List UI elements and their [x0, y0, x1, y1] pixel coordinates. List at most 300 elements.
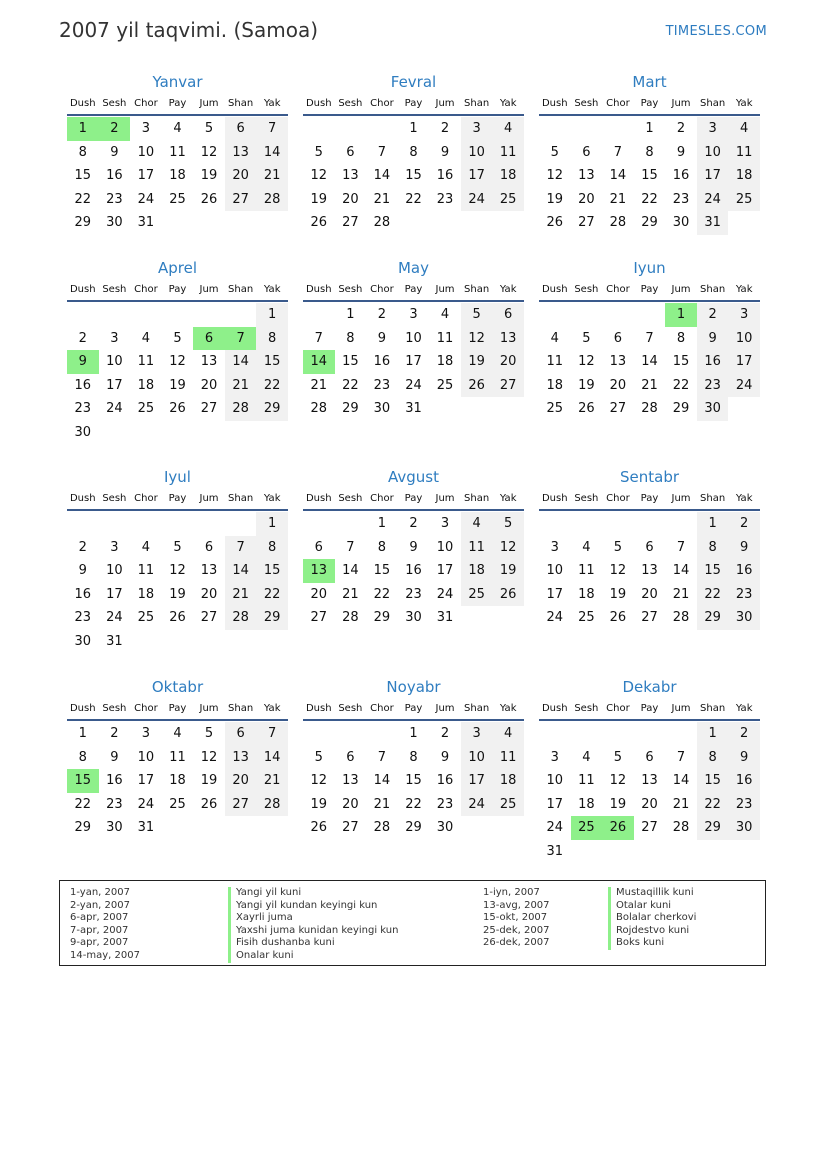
holiday-day-cell: 1 [665, 303, 697, 327]
day-cell: 8 [256, 536, 288, 560]
day-cell: 8 [409, 144, 418, 160]
day-cell: 30 [728, 816, 760, 840]
legend-date: 14-may, 2007 [70, 949, 140, 961]
day-cell: 17 [546, 796, 564, 812]
empty-cell [571, 303, 603, 327]
day-cell: 22 [342, 377, 359, 393]
month-dekabr [539, 677, 760, 863]
day-cell: 8 [377, 539, 387, 555]
weekday-label: Jum [671, 98, 691, 109]
day-cell: 28 [641, 401, 658, 416]
weekday-label: Yak [735, 284, 753, 295]
day-cell: 23 [373, 377, 391, 393]
days-grid [539, 512, 760, 630]
weekday-label: Jum [671, 284, 691, 295]
empty-cell [602, 722, 634, 746]
day-cell: 31 [137, 820, 155, 835]
day-cell: 24 [106, 610, 123, 625]
day-cell: 19 [461, 350, 493, 374]
day-cell: 11 [461, 536, 493, 560]
day-cell: 29 [256, 397, 288, 421]
day-cell: 28 [672, 610, 690, 625]
weekday-label: Pay [168, 284, 187, 295]
legend-holiday-name: Rojdestvo kuni [608, 925, 696, 938]
day-cell: 12 [609, 773, 627, 788]
day-cell: 10 [461, 746, 493, 770]
day-cell: 6 [645, 749, 654, 765]
day-cell: 15 [256, 559, 288, 583]
day-cell: 29 [405, 820, 422, 835]
empty-cell [571, 722, 603, 746]
month-name: Mart [632, 73, 667, 91]
day-cell: 25 [137, 610, 155, 625]
day-cell: 5 [314, 749, 323, 765]
day-cell: 2 [676, 121, 686, 136]
day-cell: 13 [641, 563, 658, 578]
weekday-label: Dush [541, 703, 568, 714]
day-cell: 4 [492, 722, 524, 746]
weekday-label: Chor [134, 98, 158, 109]
day-cell: 25 [728, 188, 760, 212]
days-grid [303, 722, 524, 840]
month-name: Noyabr [386, 678, 441, 696]
day-cell: 11 [169, 749, 186, 765]
day-cell: 18 [137, 377, 155, 393]
holiday-day-cell: 14 [303, 350, 335, 374]
weekday-label: Shan [700, 493, 726, 504]
weekday-header [303, 701, 524, 721]
weekday-label: Dush [69, 493, 96, 504]
month-name: Iyul [164, 468, 191, 486]
empty-cell [602, 512, 634, 536]
day-cell: 19 [492, 559, 524, 583]
day-cell: 20 [200, 377, 218, 393]
day-cell: 28 [225, 397, 257, 421]
day-cell: 10 [546, 563, 564, 578]
days-grid [67, 117, 288, 235]
day-cell: 22 [74, 796, 92, 812]
day-cell: 23 [74, 401, 92, 416]
day-cell: 21 [672, 586, 690, 602]
day-cell: 14 [256, 141, 288, 165]
day-cell: 19 [310, 796, 328, 812]
day-cell: 13 [200, 563, 218, 578]
weekday-header [67, 491, 288, 511]
empty-cell [335, 512, 367, 536]
day-cell: 3 [141, 726, 151, 741]
month-oktabr [67, 677, 288, 840]
days-grid [303, 303, 524, 421]
day-cell: 8 [78, 144, 87, 160]
day-cell: 13 [641, 773, 658, 788]
day-cell: 7 [377, 749, 387, 765]
day-cell: 10 [137, 144, 155, 160]
day-cell: 4 [141, 330, 151, 346]
day-cell: 5 [582, 330, 591, 346]
day-cell: 24 [405, 377, 422, 393]
empty-cell [303, 512, 335, 536]
day-cell: 14 [609, 168, 627, 183]
day-cell: 15 [256, 350, 288, 374]
day-cell: 13 [225, 141, 257, 165]
day-cell: 20 [641, 796, 658, 812]
day-cell: 21 [641, 377, 658, 393]
day-cell: 14 [373, 168, 391, 183]
day-cell: 16 [106, 773, 123, 788]
day-cell: 3 [697, 117, 729, 141]
day-cell: 8 [409, 749, 418, 765]
weekday-label: Sesh [574, 284, 599, 295]
weekday-label: Shan [464, 493, 490, 504]
empty-cell [335, 117, 367, 141]
day-cell: 9 [409, 539, 418, 555]
day-cell: 19 [169, 586, 186, 602]
day-cell: 15 [697, 559, 729, 583]
day-cell: 1 [697, 722, 729, 746]
day-cell: 24 [461, 793, 493, 817]
legend-dates-left [70, 887, 140, 963]
site-link[interactable]: TIMESLES.COM [665, 24, 767, 39]
day-cell: 18 [578, 796, 595, 812]
empty-cell [366, 722, 398, 746]
day-cell: 6 [346, 749, 355, 765]
day-cell: 3 [550, 749, 559, 765]
day-cell: 2 [697, 303, 729, 327]
day-cell: 9 [110, 749, 119, 765]
holiday-day-cell: 13 [303, 559, 335, 583]
weekday-label: Yak [735, 493, 753, 504]
month-name: Iyun [633, 259, 666, 277]
day-cell: 3 [461, 722, 493, 746]
day-cell: 9 [728, 536, 760, 560]
weekday-label: Chor [134, 284, 158, 295]
weekday-label: Dush [541, 284, 568, 295]
legend-date: 25-dek, 2007 [483, 924, 550, 936]
day-cell: 9 [728, 746, 760, 770]
day-cell: 15 [672, 354, 690, 369]
day-cell: 10 [461, 141, 493, 165]
day-cell: 3 [409, 307, 418, 322]
day-cell: 26 [310, 215, 328, 230]
day-cell: 7 [613, 144, 623, 160]
weekday-label: Sesh [338, 493, 363, 504]
day-cell: 12 [492, 536, 524, 560]
day-cell: 7 [645, 330, 654, 346]
day-cell: 28 [373, 215, 391, 230]
day-cell: 21 [342, 586, 359, 602]
weekday-label: Chor [370, 284, 394, 295]
day-cell: 28 [256, 188, 288, 212]
day-cell: 10 [106, 563, 123, 578]
empty-cell [634, 722, 666, 746]
day-cell: 29 [641, 215, 658, 230]
day-cell: 25 [137, 401, 155, 416]
weekday-label: Dush [305, 98, 332, 109]
day-cell: 29 [373, 610, 391, 625]
day-cell: 7 [256, 117, 288, 141]
weekday-label: Pay [640, 703, 659, 714]
weekday-header [539, 282, 760, 302]
day-cell: 13 [342, 168, 359, 183]
day-cell: 17 [405, 354, 422, 369]
days-grid [67, 722, 288, 840]
weekday-label: Dush [305, 703, 332, 714]
empty-cell [225, 512, 257, 536]
day-cell: 9 [676, 144, 686, 160]
weekday-label: Pay [640, 98, 659, 109]
day-cell: 29 [256, 606, 288, 630]
weekday-header [303, 282, 524, 302]
day-cell: 15 [405, 773, 422, 788]
weekday-label: Dush [541, 493, 568, 504]
days-grid [303, 117, 524, 235]
day-cell: 6 [225, 722, 257, 746]
day-cell: 16 [728, 559, 760, 583]
weekday-label: Dush [69, 284, 96, 295]
day-cell: 31 [546, 843, 564, 859]
day-cell: 4 [728, 117, 760, 141]
legend-date: 26-dek, 2007 [483, 937, 550, 949]
day-cell: 28 [342, 610, 359, 625]
legend-date: 2-yan, 2007 [70, 899, 130, 911]
day-cell: 21 [672, 796, 690, 812]
day-cell: 12 [546, 168, 564, 183]
day-cell: 23 [74, 610, 92, 625]
day-cell: 23 [697, 374, 729, 398]
month-name: May [397, 259, 429, 277]
day-cell: 27 [342, 215, 359, 230]
day-cell: 10 [137, 749, 155, 765]
day-cell: 17 [106, 586, 123, 602]
days-grid [539, 722, 760, 863]
holiday-day-cell: 25 [571, 816, 603, 840]
day-cell: 14 [225, 559, 257, 583]
weekday-label: Sesh [574, 493, 599, 504]
day-cell: 5 [492, 512, 524, 536]
day-cell: 2 [78, 330, 87, 346]
day-cell: 8 [697, 746, 729, 770]
empty-cell [539, 303, 571, 327]
day-cell: 18 [492, 164, 524, 188]
day-cell: 1 [377, 516, 387, 531]
day-cell: 11 [137, 354, 155, 369]
day-cell: 21 [609, 191, 627, 207]
day-cell: 10 [546, 773, 564, 788]
empty-cell [99, 303, 131, 327]
empty-cell [571, 117, 603, 141]
day-cell: 30 [373, 401, 391, 416]
weekday-label: Pay [640, 284, 659, 295]
day-cell: 3 [440, 516, 450, 531]
weekday-label: Jum [199, 284, 219, 295]
day-cell: 6 [225, 117, 257, 141]
day-cell: 17 [106, 377, 123, 393]
legend-holiday-name: Otalar kuni [608, 900, 696, 913]
day-cell: 31 [405, 401, 422, 416]
day-cell: 14 [225, 350, 257, 374]
day-cell: 31 [137, 215, 155, 230]
weekday-label: Yak [735, 703, 753, 714]
holiday-day-cell: 6 [193, 327, 225, 351]
day-cell: 21 [225, 583, 257, 607]
weekday-label: Jum [435, 98, 455, 109]
day-cell: 26 [200, 191, 218, 207]
day-cell: 11 [137, 563, 155, 578]
day-cell: 5 [550, 144, 559, 160]
day-cell: 23 [106, 191, 123, 207]
month-mart [539, 72, 760, 235]
empty-cell [193, 512, 225, 536]
day-cell: 9 [440, 144, 450, 160]
day-cell: 28 [672, 820, 690, 835]
legend-date: 1-yan, 2007 [70, 887, 130, 898]
weekday-label: Chor [370, 493, 394, 504]
day-cell: 11 [436, 330, 454, 346]
day-cell: 6 [346, 144, 355, 160]
day-cell: 21 [373, 796, 391, 812]
day-cell: 10 [405, 330, 422, 346]
weekday-label: Jum [199, 493, 219, 504]
day-cell: 18 [436, 354, 454, 369]
empty-cell [665, 512, 697, 536]
day-cell: 24 [106, 401, 123, 416]
day-cell: 15 [697, 769, 729, 793]
day-cell: 1 [409, 121, 418, 136]
day-cell: 19 [310, 191, 328, 207]
day-cell: 4 [582, 539, 591, 555]
legend-holiday-name: Fisih dushanba kuni [228, 937, 398, 950]
empty-cell [539, 722, 571, 746]
weekday-header [303, 96, 524, 116]
weekday-label: Yak [499, 98, 517, 109]
day-cell: 26 [310, 820, 328, 835]
day-cell: 14 [342, 563, 359, 578]
day-cell: 26 [492, 583, 524, 607]
day-cell: 15 [641, 168, 658, 183]
weekday-label: Jum [199, 98, 219, 109]
weekday-label: Chor [134, 703, 158, 714]
day-cell: 5 [173, 539, 182, 555]
weekday-label: Shan [228, 703, 254, 714]
day-cell: 1 [256, 512, 288, 536]
day-cell: 19 [546, 191, 564, 207]
day-cell: 17 [697, 164, 729, 188]
weekday-label: Pay [168, 98, 187, 109]
day-cell: 4 [461, 512, 493, 536]
day-cell: 31 [697, 211, 729, 235]
day-cell: 23 [405, 586, 422, 602]
day-cell: 1 [409, 726, 418, 741]
weekday-label: Chor [606, 703, 630, 714]
day-cell: 29 [697, 816, 729, 840]
day-cell: 19 [609, 796, 627, 812]
day-cell: 12 [169, 563, 186, 578]
weekday-label: Sesh [574, 703, 599, 714]
weekday-label: Pay [404, 493, 423, 504]
day-cell: 18 [137, 586, 155, 602]
day-cell: 9 [78, 563, 87, 578]
day-cell: 12 [169, 354, 186, 369]
day-cell: 11 [578, 773, 595, 788]
day-cell: 17 [461, 769, 493, 793]
day-cell: 6 [492, 303, 524, 327]
day-cell: 7 [377, 144, 387, 160]
day-cell: 17 [546, 586, 564, 602]
empty-cell [335, 722, 367, 746]
empty-cell [602, 117, 634, 141]
day-cell: 8 [645, 144, 654, 160]
day-cell: 6 [314, 539, 323, 555]
day-cell: 27 [492, 374, 524, 398]
empty-cell [571, 512, 603, 536]
day-cell: 28 [609, 215, 627, 230]
day-cell: 25 [461, 583, 493, 607]
day-cell: 10 [728, 327, 760, 351]
day-cell: 18 [169, 773, 186, 788]
weekday-label: Shan [464, 703, 490, 714]
day-cell: 4 [492, 117, 524, 141]
empty-cell [67, 512, 99, 536]
day-cell: 21 [373, 191, 391, 207]
weekday-header [539, 96, 760, 116]
holiday-day-cell: 7 [225, 327, 257, 351]
day-cell: 20 [342, 796, 359, 812]
day-cell: 13 [200, 354, 218, 369]
weekday-label: Pay [640, 493, 659, 504]
day-cell: 27 [609, 401, 627, 416]
legend-holiday-name: Yangi yil kundan keyingi kun [228, 900, 398, 913]
day-cell: 22 [405, 191, 422, 207]
day-cell: 27 [578, 215, 595, 230]
day-cell: 24 [461, 188, 493, 212]
day-cell: 2 [377, 307, 387, 322]
weekday-label: Yak [263, 284, 281, 295]
empty-cell [634, 303, 666, 327]
empty-cell [665, 722, 697, 746]
empty-cell [162, 512, 194, 536]
month-avgust [303, 467, 524, 630]
day-cell: 17 [728, 350, 760, 374]
day-cell: 29 [342, 401, 359, 416]
day-cell: 13 [609, 354, 627, 369]
day-cell: 18 [728, 164, 760, 188]
day-cell: 24 [546, 610, 564, 625]
day-cell: 19 [200, 168, 218, 183]
day-cell: 25 [578, 610, 595, 625]
day-cell: 20 [225, 769, 257, 793]
day-cell: 31 [106, 633, 123, 649]
day-cell: 3 [728, 303, 760, 327]
weekday-label: Chor [370, 703, 394, 714]
month-name: Yanvar [152, 73, 203, 91]
legend-holiday-name: Mustaqillik kuni [608, 887, 696, 900]
day-cell: 18 [546, 377, 564, 393]
day-cell: 5 [613, 749, 623, 765]
weekday-header [67, 282, 288, 302]
weekday-label: Chor [606, 284, 630, 295]
day-cell: 28 [373, 820, 391, 835]
day-cell: 2 [440, 121, 450, 136]
empty-cell [303, 303, 335, 327]
day-cell: 3 [550, 539, 559, 555]
day-cell: 9 [697, 327, 729, 351]
day-cell: 24 [728, 374, 760, 398]
day-cell: 16 [405, 563, 422, 578]
day-cell: 23 [436, 191, 454, 207]
day-cell: 17 [137, 168, 155, 183]
empty-cell [130, 303, 162, 327]
day-cell: 15 [373, 563, 391, 578]
